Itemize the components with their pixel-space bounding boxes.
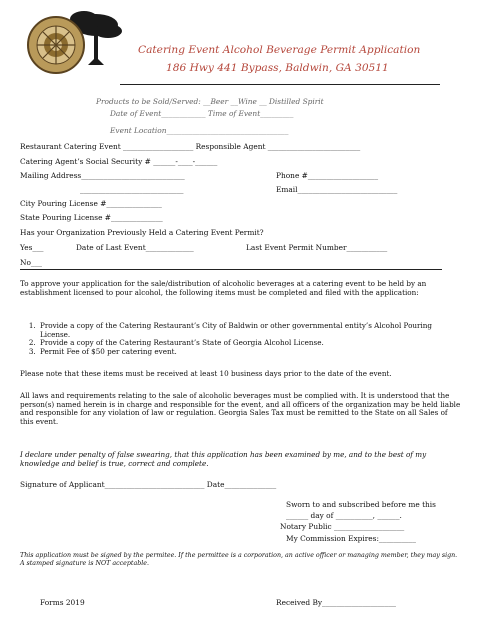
deadline-note: Please note that these items must be received at least 10 business days prior to the date of the event.: [20, 369, 392, 378]
products-line: Products to be Sold/Served: __Beer __Wine __ Distilled Spirit: [96, 97, 324, 106]
sworn-line: Sworn to and subscribed before me this: [286, 500, 436, 509]
phone-line[interactable]: Phone #___________________: [276, 171, 379, 180]
mailing-address-line-2[interactable]: ____________________________: [80, 185, 184, 194]
restaurant-agent-line[interactable]: Restaurant Catering Event ___________________ Responsible Agent _________________________: [20, 142, 361, 151]
mailing-address-line[interactable]: Mailing Address____________________________: [20, 171, 185, 180]
received-by-line[interactable]: Received By____________________: [276, 598, 396, 607]
city-seal-logo: [26, 15, 86, 75]
requirements-list: [20, 322, 462, 356]
state-license-line[interactable]: State Pouring License #______________: [20, 213, 163, 222]
forms-label: Forms 2019: [40, 598, 85, 607]
previous-permit-question: Has your Organization Previously Held a Catering Event Permit?: [20, 228, 264, 237]
email-line[interactable]: Email___________________________: [276, 185, 398, 194]
commission-line[interactable]: My Commission Expires:__________: [286, 534, 416, 543]
applicant-signature-line[interactable]: Signature of Applicant___________________________ Date______________: [20, 480, 277, 489]
header-rule: [120, 84, 440, 85]
requirement-item: 3. Permit Fee of $50 per catering event.: [38, 348, 462, 357]
last-event-date-line[interactable]: Date of Last Event_____________: [76, 243, 194, 252]
requirement-item: 2. Provide a copy of the Catering Restaurant’s State of Georgia Alcohol License.: [38, 339, 462, 348]
event-date-time-line: Date of Event____________ Time of Event_________: [110, 109, 294, 118]
section-rule: [20, 269, 442, 270]
declaration: I declare under penalty of false swearing, that this application has been examined by me, and to the best of my knowledge and belief is true, correct and complete.: [20, 450, 427, 468]
requirement-item: 1. Provide a copy of the Catering Restaurant’s City of Baldwin or other governmental entity’s Alcohol Pouring License.: [38, 322, 462, 339]
notary-line[interactable]: Notary Public ___________________: [280, 522, 405, 531]
signing-note: This application must be signed by the permitee. If the permittee is a corporation, an active officer or managing member, they may sign. A stamped signature is NOT acceptable.: [20, 552, 458, 568]
intro-paragraph: To approve your application for the sale/distribution of alcoholic beverages at a catering event to be held by an establishment licensed to pour alcohol, the following items must be completed and filed with the application:: [20, 279, 427, 297]
laws-paragraph: All laws and requirements relating to the sale of alcoholic beverages must be complied with. It is understood that the person(s) named herein is in charge and responsible for the event, and all officers of the organization may be held liable and responsible for any violation of law or regulation. Georgia Sales Tax must be remitted to the State on all Sales of this event.: [20, 391, 461, 426]
form-title: Catering Event Alcohol Beverage Permit Application: [138, 44, 421, 56]
yes-option[interactable]: Yes___: [20, 243, 44, 252]
no-option[interactable]: No___: [20, 258, 43, 267]
last-permit-number-line[interactable]: Last Event Permit Number___________: [246, 243, 388, 252]
city-license-line[interactable]: City Pouring License #_______________: [20, 199, 162, 208]
form-address: 186 Hwy 441 Bypass, Baldwin, GA 30511: [166, 62, 389, 74]
ssn-line[interactable]: Catering Agent’s Social Security # ______-____-______: [20, 157, 218, 166]
event-location-line: Event Location_________________________________: [110, 126, 289, 135]
sworn-day-line[interactable]: ______ day of __________, ______.: [286, 511, 402, 520]
